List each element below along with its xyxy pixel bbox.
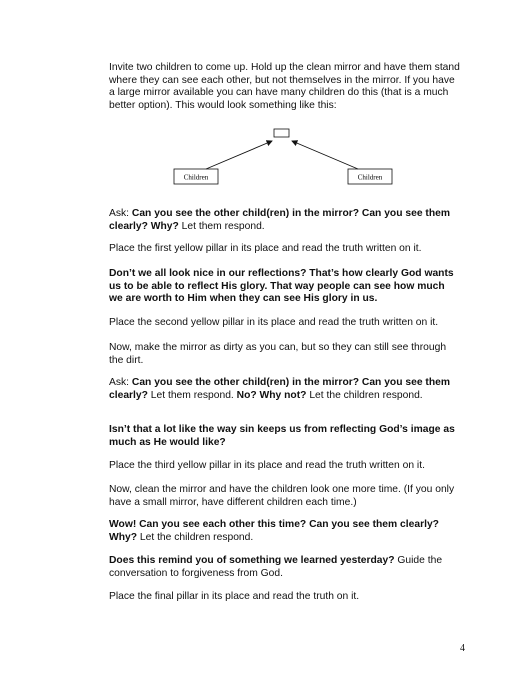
paragraph-pillar-3: Place the third yellow pillar in its place and read the truth written on it. xyxy=(109,460,425,471)
paragraph-sin: Isn’t that a lot like the way sin keeps us from reflecting God’s image as much as He would like? xyxy=(109,424,455,448)
arrow-right xyxy=(292,141,358,169)
paragraph-pillar-2: Place the second yellow pillar in its place and read the truth written on it. xyxy=(109,317,439,328)
paragraph-dirty-mirror: Now, make the mirror as dirty as you can, but so they can still see through the dirt. xyxy=(109,342,447,366)
paragraph-pillar-1: Place the first yellow pillar in its place and read the truth written on it. xyxy=(109,243,422,254)
paragraph-intro: Invite two children to come up. Hold up the clean mirror and have them stand where they can see each other, but not themselves in the mirror. If you have a large mirror available you can have many children do this (that is a much better option). This would look something like this: xyxy=(109,62,460,111)
paragraph-clean-mirror: Now, clean the mirror and have the children look one more time. (If you only have a small mirror, have different children each time.) xyxy=(109,484,455,508)
paragraph-ask-2: Ask: Can you see the other child(ren) in the mirror? Can you see them clearly? Let them respond. No? Why not? Let the children respond. xyxy=(109,377,451,401)
children-left-label: Children xyxy=(183,173,209,182)
paragraph-final-pillar: Place the final pillar in its place and read the truth on it. xyxy=(109,591,360,602)
children-right-label: Children xyxy=(357,173,383,182)
paragraph-remind: Does this remind you of something we learned yesterday? Guide the conversation to forgiveness from God. xyxy=(109,555,443,579)
paragraph-wow: Wow! Can you see each other this time? Can you see them clearly? Why? Let the children respond. xyxy=(109,519,439,543)
page-number: 4 xyxy=(460,643,465,654)
mirror-diagram xyxy=(168,126,394,190)
paragraph-ask-1: Ask: Can you see the other child(ren) in the mirror? Can you see them clearly? Why? Let them respond. xyxy=(109,208,451,232)
arrow-left xyxy=(206,141,272,169)
mirror-box xyxy=(274,129,289,137)
paragraph-reflections: Don’t we all look nice in our reflections? That’s how clearly God wants us to be able to reflect His glory. That way people can see how much we are worth to Him when they can see His glory in us. xyxy=(109,268,454,305)
